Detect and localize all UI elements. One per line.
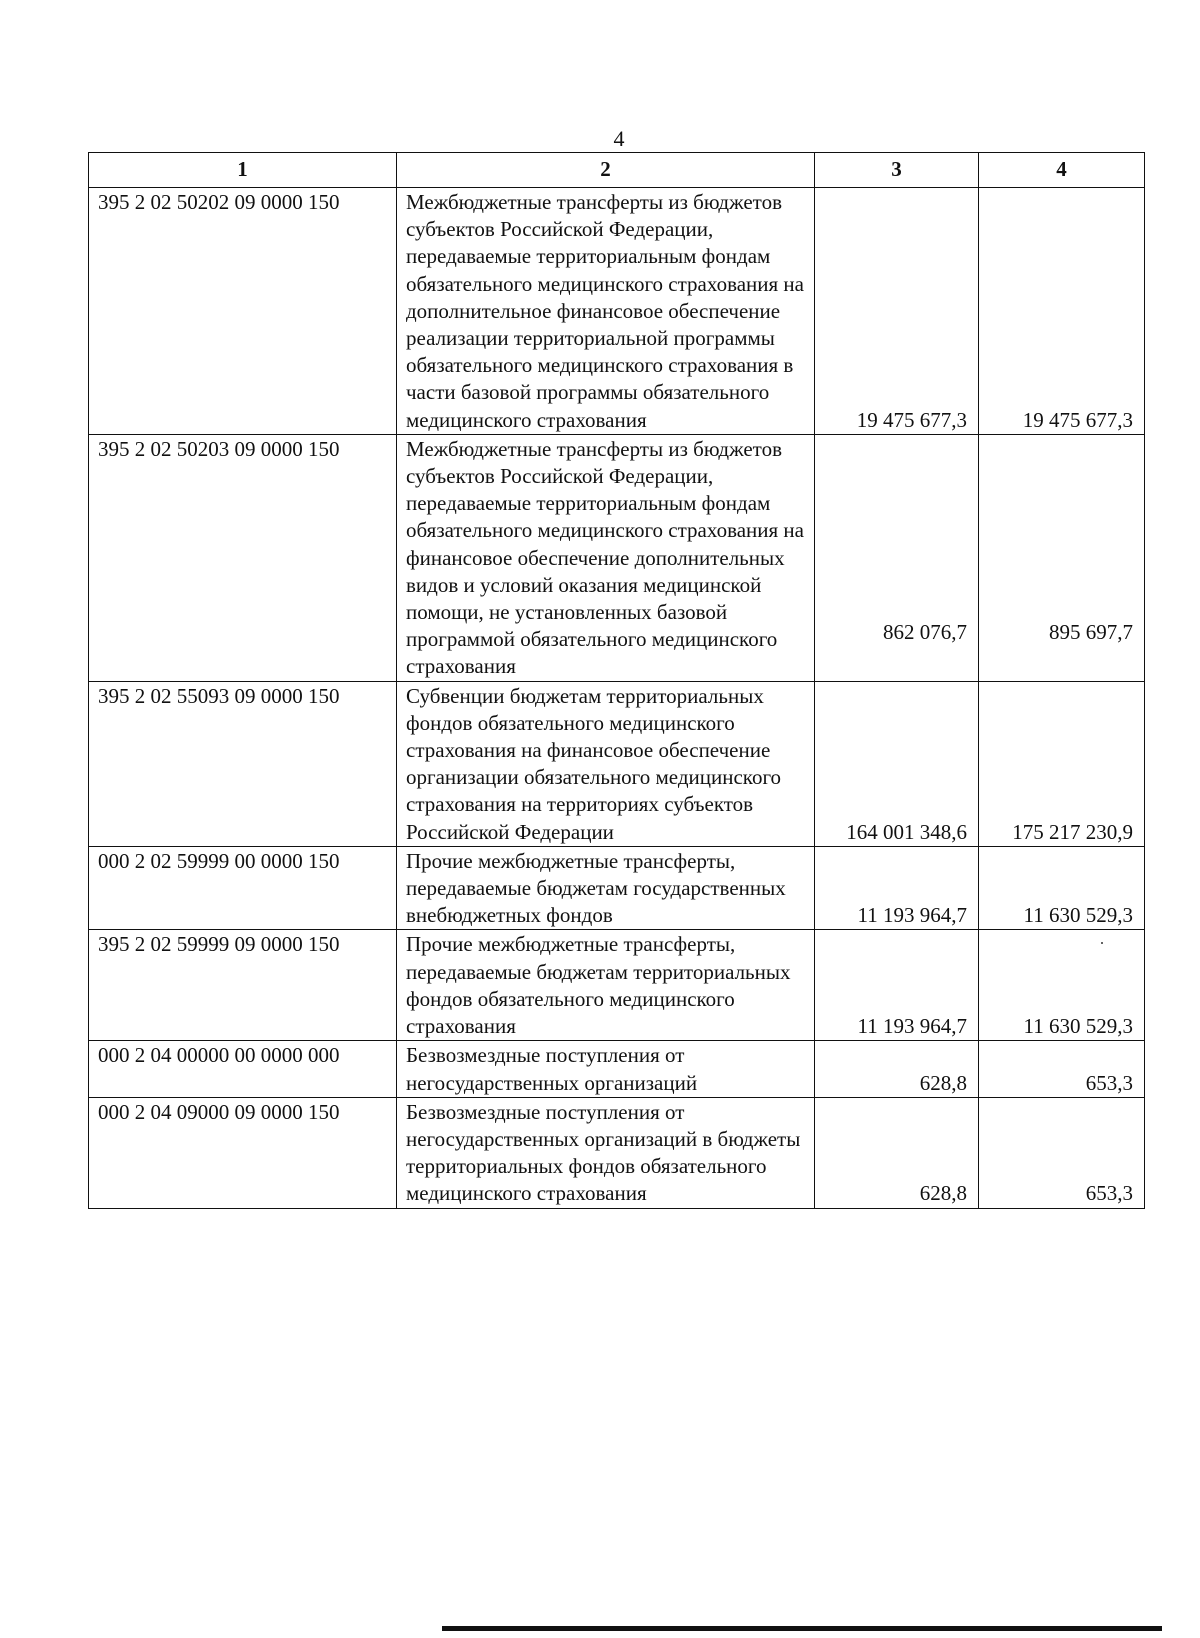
amount-col4-cell: 653,3 [979,1041,1145,1097]
column-header-2: 2 [397,153,815,188]
budget-code-cell: 395 2 02 59999 09 0000 150 [89,930,397,1041]
amount-col4-cell: 175 217 230,9 [979,681,1145,846]
amount-col3-cell: 11 193 964,7 [815,846,979,930]
income-name-cell: Субвенции бюджетам территориальных фондов обязательного медицинского страхования на финансовое обеспечение организации обязательного медицинского страхования на территориях субъектов Российской Федерации [397,681,815,846]
income-name-cell: Безвозмездные поступления от негосударственных организаций в бюджеты территориальных фондов обязательного медицинского страхования [397,1097,815,1208]
budget-code-cell: 395 2 02 55093 09 0000 150 [89,681,397,846]
table-row [89,681,1145,846]
income-name-cell: Межбюджетные трансферты из бюджетов субъектов Российской Федерации, передаваемые территориальным фондам обязательного медицинского страхования на финансовое обеспечение дополнительных видов и условий оказания медицинской помощи, не установленных базовой программой обязательного медицинского страхования [397,434,815,681]
column-header-3: 3 [815,153,979,188]
amount-col3-cell: 628,8 [815,1097,979,1208]
table-row [89,188,1145,435]
table-row [89,1097,1145,1208]
amount-col3-cell: 164 001 348,6 [815,681,979,846]
income-name-cell: Прочие межбюджетные трансферты, передаваемые бюджетам территориальных фондов обязательного медицинского страхования [397,930,815,1041]
budget-code-cell: 000 2 04 00000 00 0000 000 [89,1041,397,1097]
amount-col4-cell: 11 630 529,3 [979,930,1145,1041]
income-name-cell: Прочие межбюджетные трансферты, передаваемые бюджетам государственных внебюджетных фондов [397,846,815,930]
table-row [89,1041,1145,1097]
footer-rule [442,1626,1162,1631]
amount-col3-cell: 862 076,7 [815,434,979,681]
scan-speck [1101,942,1103,944]
budget-code-cell: 395 2 02 50202 09 0000 150 [89,188,397,435]
column-header-1: 1 [89,153,397,188]
amount-col3-cell: 11 193 964,7 [815,930,979,1041]
table-row [89,434,1145,681]
income-name-cell: Межбюджетные трансферты из бюджетов субъектов Российской Федерации, передаваемые территориальным фондам обязательного медицинского страхования на дополнительное финансовое обеспечение реализации территориальной программы обязательного медицинского страхования в части базовой программы обязательного медицинского страхования [397,188,815,435]
amount-col3-cell: 628,8 [815,1041,979,1097]
budget-code-cell: 000 2 02 59999 00 0000 150 [89,846,397,930]
budget-table [88,152,1145,1209]
amount-col4-cell: 895 697,7 [979,434,1145,681]
income-name-cell: Безвозмездные поступления от негосударственных организаций [397,1041,815,1097]
column-header-4: 4 [979,153,1145,188]
budget-code-cell: 395 2 02 50203 09 0000 150 [89,434,397,681]
table-header-row [89,153,1145,188]
amount-col4-cell: 19 475 677,3 [979,188,1145,435]
table-row [89,846,1145,930]
amount-col4-cell: 653,3 [979,1097,1145,1208]
amount-col4-cell: 11 630 529,3 [979,846,1145,930]
amount-col3-cell: 19 475 677,3 [815,188,979,435]
table-row [89,930,1145,1041]
budget-code-cell: 000 2 04 09000 09 0000 150 [89,1097,397,1208]
page-number: 4 [613,126,625,151]
